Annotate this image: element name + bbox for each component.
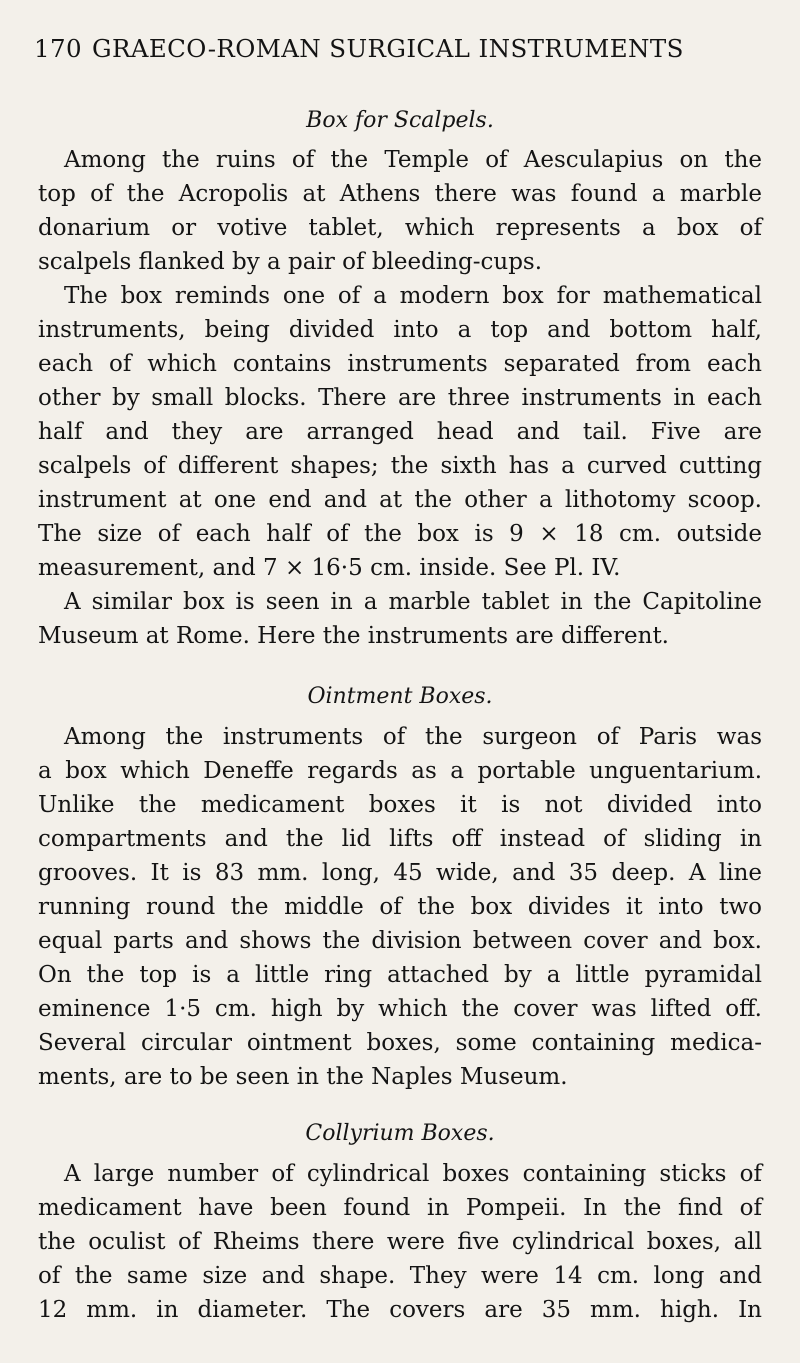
text-line: each of which contains instruments separated from each [38,351,762,377]
text-line: equal parts and shows the division between cover and box. [38,928,762,954]
text-line: running round the middle of the box divides it into two [38,894,762,920]
section-heading-box-for-scalpels: Box for Scalpels. [306,108,494,133]
running-header [34,34,684,63]
running-title: GRAECO-ROMAN SURGICAL INSTRUMENTS [91,34,684,63]
text-line: compartments and the lid lifts off instead of sliding in [38,826,762,852]
text-line: half and they are arranged head and tail. Five are [38,419,762,445]
text-line: The size of each half of the box is 9 × 18 cm. outside [38,521,762,547]
text-line: On the top is a little ring attached by a little pyramidal [38,962,762,988]
text-line: of the same size and shape. They were 14 cm. long and [38,1263,762,1289]
text-line: ments, are to be seen in the Naples Museum. [38,1064,568,1090]
section-heading-collyrium-boxes: Collyrium Boxes. [305,1121,495,1146]
text-line: other by small blocks. There are three instruments in each [38,385,762,411]
text-line: a box which Deneffe regards as a portable unguentarium. [38,758,762,784]
text-line: measurement, and 7 × 16·5 cm. inside. See Pl. IV. [38,555,621,581]
text-line: instrument at one end and at the other a lithotomy scoop. [38,487,762,513]
text-line: medicament have been found in Pompeii. In the find of [38,1195,762,1221]
text-line: 12 mm. in diameter. The covers are 35 mm. high. In [38,1297,762,1323]
text-line: instruments, being divided into a top and bottom half, [38,317,762,343]
text-line: top of the Acropolis at Athens there was found a marble [38,181,762,207]
text-line: A large number of cylindrical boxes containing sticks of [64,1161,762,1187]
text-line: Several circular ointment boxes, some containing medica- [38,1030,762,1056]
text-line: scalpels flanked by a pair of bleeding-cups. [38,249,543,275]
text-line: The box reminds one of a modern box for mathematical [64,283,762,309]
section-heading-ointment-boxes: Ointment Boxes. [307,684,493,709]
text-line: Museum at Rome. Here the instruments are different. [38,623,669,649]
text-line: Among the instruments of the surgeon of Paris was [64,724,762,750]
text-line: eminence 1·5 cm. high by which the cover was lifted off. [38,996,762,1022]
page-number: 170 [34,34,82,63]
text-line: Among the ruins of the Temple of Aesculapius on the [64,147,762,173]
text-line: donarium or votive tablet, which represents a box of [38,215,762,241]
text-line: A similar box is seen in a marble tablet in the Capitoline [64,589,762,615]
text-line: the oculist of Rheims there were five cylindrical boxes, all [38,1229,762,1255]
text-line: scalpels of different shapes; the sixth has a curved cutting [38,453,762,479]
text-line: grooves. It is 83 mm. long, 45 wide, and 35 deep. A line [38,860,762,886]
text-line: Unlike the medicament boxes it is not divided into [38,792,762,818]
